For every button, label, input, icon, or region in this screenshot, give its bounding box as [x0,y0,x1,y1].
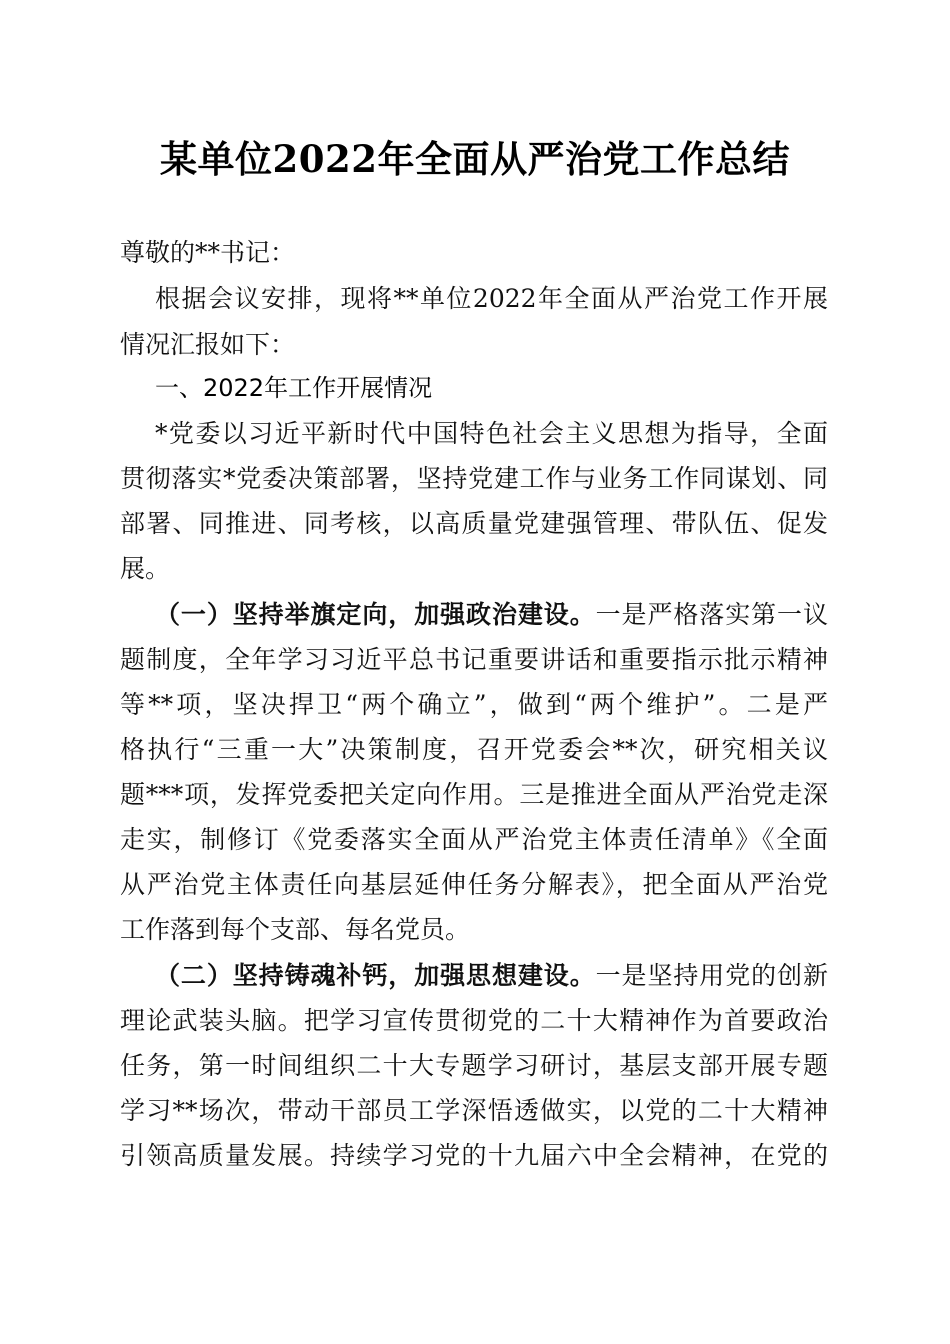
overview-line-1: *党委以习近平新时代中国特色社会主义思想为指导，全面 [155,419,828,448]
item1-line-5: 题***项，发挥党委把关定向作用。三是推进全面从严治党走深 [120,780,828,809]
overview-line-3: 部署、同推进、同考核，以高质量党建强管理、带队伍、促发 [120,509,828,538]
item1-line-1 [155,592,828,638]
item2-line-2: 理论武装头脑。把学习宣传贯彻党的二十大精神作为首要政治 [120,1006,828,1035]
item2-line-5: 引领高质量发展。持续学习党的十九届六中全会精神，在党的 [120,1141,828,1170]
item1-heading: （一）坚持举旗定向，加强政治建设。 [155,600,596,629]
item2-line-1-text: 一是坚持用党的创新 [595,961,828,990]
item1-line-3: 等**项，坚决捍卫“两个确立”，做到“两个维护”。二是严 [120,690,828,719]
document-title: 某单位2022年全面从严治党工作总结 [160,137,790,181]
overview-line-4: 展。 [120,554,171,583]
item1-line-6: 走实，制修订《党委落实全面从严治党主体责任清单》《全面 [120,825,828,854]
section-heading: 一、2022年工作开展情况 [155,374,433,402]
item1-line-1-text: 一是严格落实第一议 [595,600,828,629]
item1-line-2: 题制度，全年学习习近平总书记重要讲话和重要指示批示精神 [120,645,828,674]
intro-line-2: 情况汇报如下： [120,330,296,359]
overview-line-2: 贯彻落实*党委决策部署，坚持党建工作与业务工作同谋划、同 [120,464,828,493]
salutation: 尊敬的**书记： [120,238,296,267]
item1-line-8: 工作落到每个支部、每名党员。 [120,915,471,944]
item2-heading: （二）坚持铸魂补钙，加强思想建设。 [155,961,596,990]
intro-line-1: 根据会议安排，现将**单位2022年全面从严治党工作开展 [155,284,828,313]
item1-line-4: 格执行“三重一大”决策制度，召开党委会**次，研究相关议 [120,735,828,764]
item2-line-1 [155,953,828,999]
item2-line-3: 任务，第一时间组织二十大专题学习研讨，基层支部开展专题 [120,1051,828,1080]
item2-line-4: 学习**场次，带动干部员工学深悟透做实，以党的二十大精神 [120,1096,828,1125]
item1-line-7: 从严治党主体责任向基层延伸任务分解表》，把全面从严治党 [120,870,828,899]
